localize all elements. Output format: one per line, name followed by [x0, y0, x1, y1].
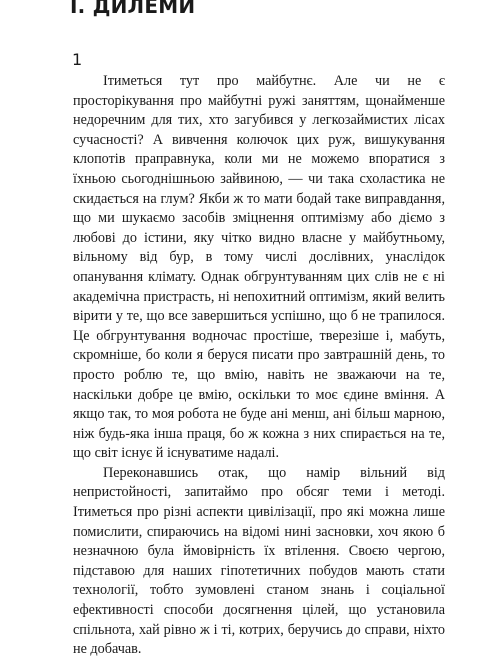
paragraph-2: Переконавшись отак, що намір вільний від непристойності, запитаймо про обсяг теми і методі. Ітиметься про різні аспекти цивілізації, про які можна лише помислити, спираючись на відомі нині засновки, хоч якою б незначною була ймовірність їх втілення. Своєю чергою, підставою для наших гіпотетичних побудов мають стати технології, тобто зумовлені станом знань і соціальної ефективності способи досягнення цілей, що установила спільнота, хай рівно ж і ті, котрих, беручись до справи, ніхто не добачав. [73, 464, 445, 658]
page-body [73, 72, 445, 660]
chapter-title: I. ДИЛЕМИ [70, 0, 196, 18]
section-number: 1 [72, 50, 83, 69]
paragraph-1: Ітиметься тут про майбутнє. Але чи не є просторікування про майбутні ружі заняттям, щонайменше недоречним для тих, хто загубився у легкозаймистих лісах сучасності? А вивчення колючок цих руж, вишукування клопотів праправнука, коли ми не можемо впоратися з їхньою сьогоднішньою зайвиною, — чи така схоластика не скидається на глум? Якби ж то мати бодай таке виправдання, що ми шукаємо засобів зміцнення оптимізму або діємо з любові до істини, яку чітко видно власне у майбутньому, вільному від бур, в тому числі дослівних, унаслідок опанування клімату. Однак обгрунтуванням цих слів не є ні академічна пристрасть, ні непохитний оптимізм, який велить вірити у те, що все завершиться успішно, що б не трапилося. Це обгрунтування водночас простіше, тверезіше і, мабуть, скромніше, бо коли я беруся писати про завтрашній день, то просто роблю те, що вмію, навіть не зважаючи на те, наскільки добре це вмію, оскільки то моє єдине вміння. А якщо так, то моя робота не буде ані менш, ані більш марною, ніж будь-яка інша праця, бо ж кожна з них спирається на те, що світ існує й існуватиме надалі. [73, 73, 445, 462]
